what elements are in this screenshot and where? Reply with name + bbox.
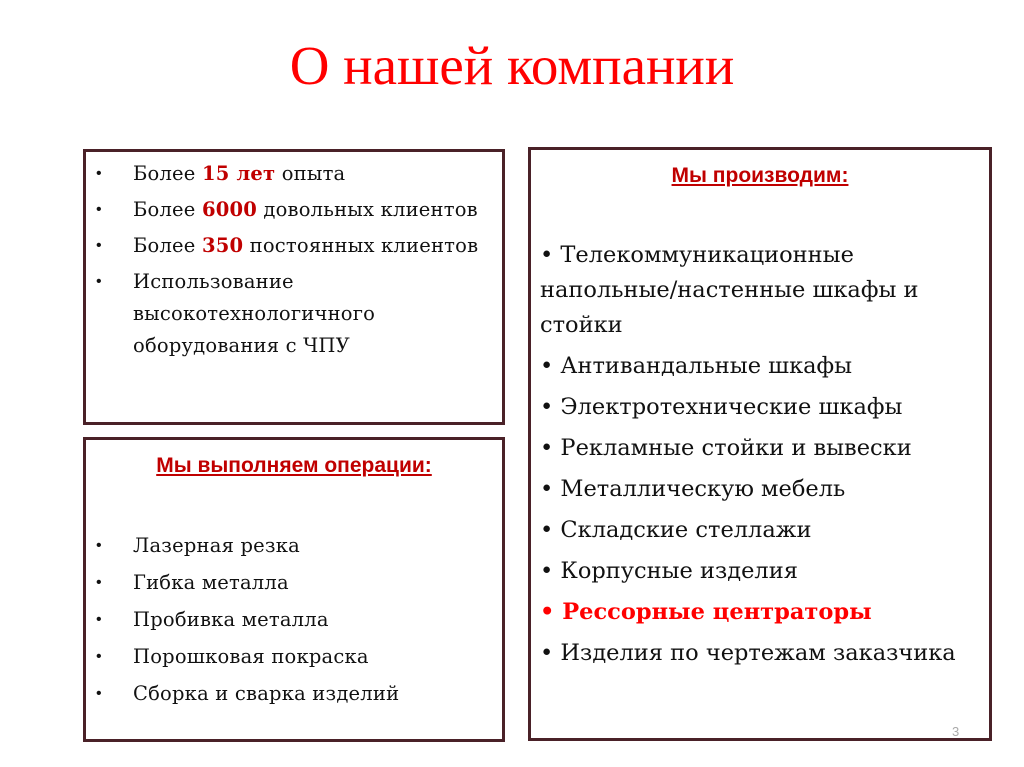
stats-item-cnc-equipment: • Использование высокотехнологичного оборудования с ЧПУ	[96, 266, 494, 362]
stats-item-clients: • Более 6000 довольных клиентов	[96, 194, 494, 226]
operation-item: • Лазерная резка	[96, 527, 494, 564]
production-item: • Антивандальные шкафы	[540, 353, 853, 379]
operation-item: • Сборка и сварка изделий	[96, 675, 494, 712]
production-item: • Электротехнические шкафы	[540, 394, 903, 420]
production-item: • Складские стеллажи	[540, 517, 812, 543]
operation-item: • Пробивка металла	[96, 601, 494, 638]
production-item: • Рекламные стойки и вывески	[540, 435, 912, 461]
stats-item-experience: • Более 15 лет опыта	[96, 158, 494, 190]
company-stats-box	[83, 149, 505, 425]
production-item: • Корпусные изделия	[540, 558, 798, 584]
production-list	[540, 238, 983, 677]
operation-item: • Порошковая покраска	[96, 638, 494, 675]
operations-box	[83, 437, 505, 742]
bullet-icon: •	[96, 273, 102, 290]
stat-highlight: 15 лет	[201, 162, 276, 185]
bullet-icon: •	[96, 574, 102, 591]
stat-highlight: 350	[201, 234, 244, 257]
production-box	[528, 147, 992, 741]
bullet-icon: •	[96, 237, 102, 254]
bullet-icon: •	[96, 165, 102, 182]
production-item: • Изделия по чертежам заказчика	[540, 640, 956, 666]
production-heading: Мы производим:	[671, 164, 849, 187]
production-item: • Телекоммуникационные напольные/настенные шкафы и стойки	[540, 242, 919, 338]
stats-item-regular-clients: • Более 350 постоянных клиентов	[96, 230, 494, 262]
operations-heading: Мы выполняем операции:	[156, 454, 432, 477]
operations-list	[96, 527, 494, 712]
bullet-icon: •	[96, 648, 102, 665]
bullet-icon: •	[96, 537, 102, 554]
stats-list	[96, 158, 494, 366]
stat-highlight: 6000	[201, 198, 258, 221]
production-item: • Металлическую мебель	[540, 476, 846, 502]
operation-item: • Гибка металла	[96, 564, 494, 601]
bullet-icon: •	[96, 201, 102, 218]
slide-title: О нашей компании	[289, 35, 735, 96]
production-item-highlighted: • Рессорные центраторы	[540, 599, 872, 625]
bullet-icon: •	[96, 611, 102, 628]
page-number: 3	[952, 724, 960, 739]
bullet-icon: •	[96, 685, 102, 702]
